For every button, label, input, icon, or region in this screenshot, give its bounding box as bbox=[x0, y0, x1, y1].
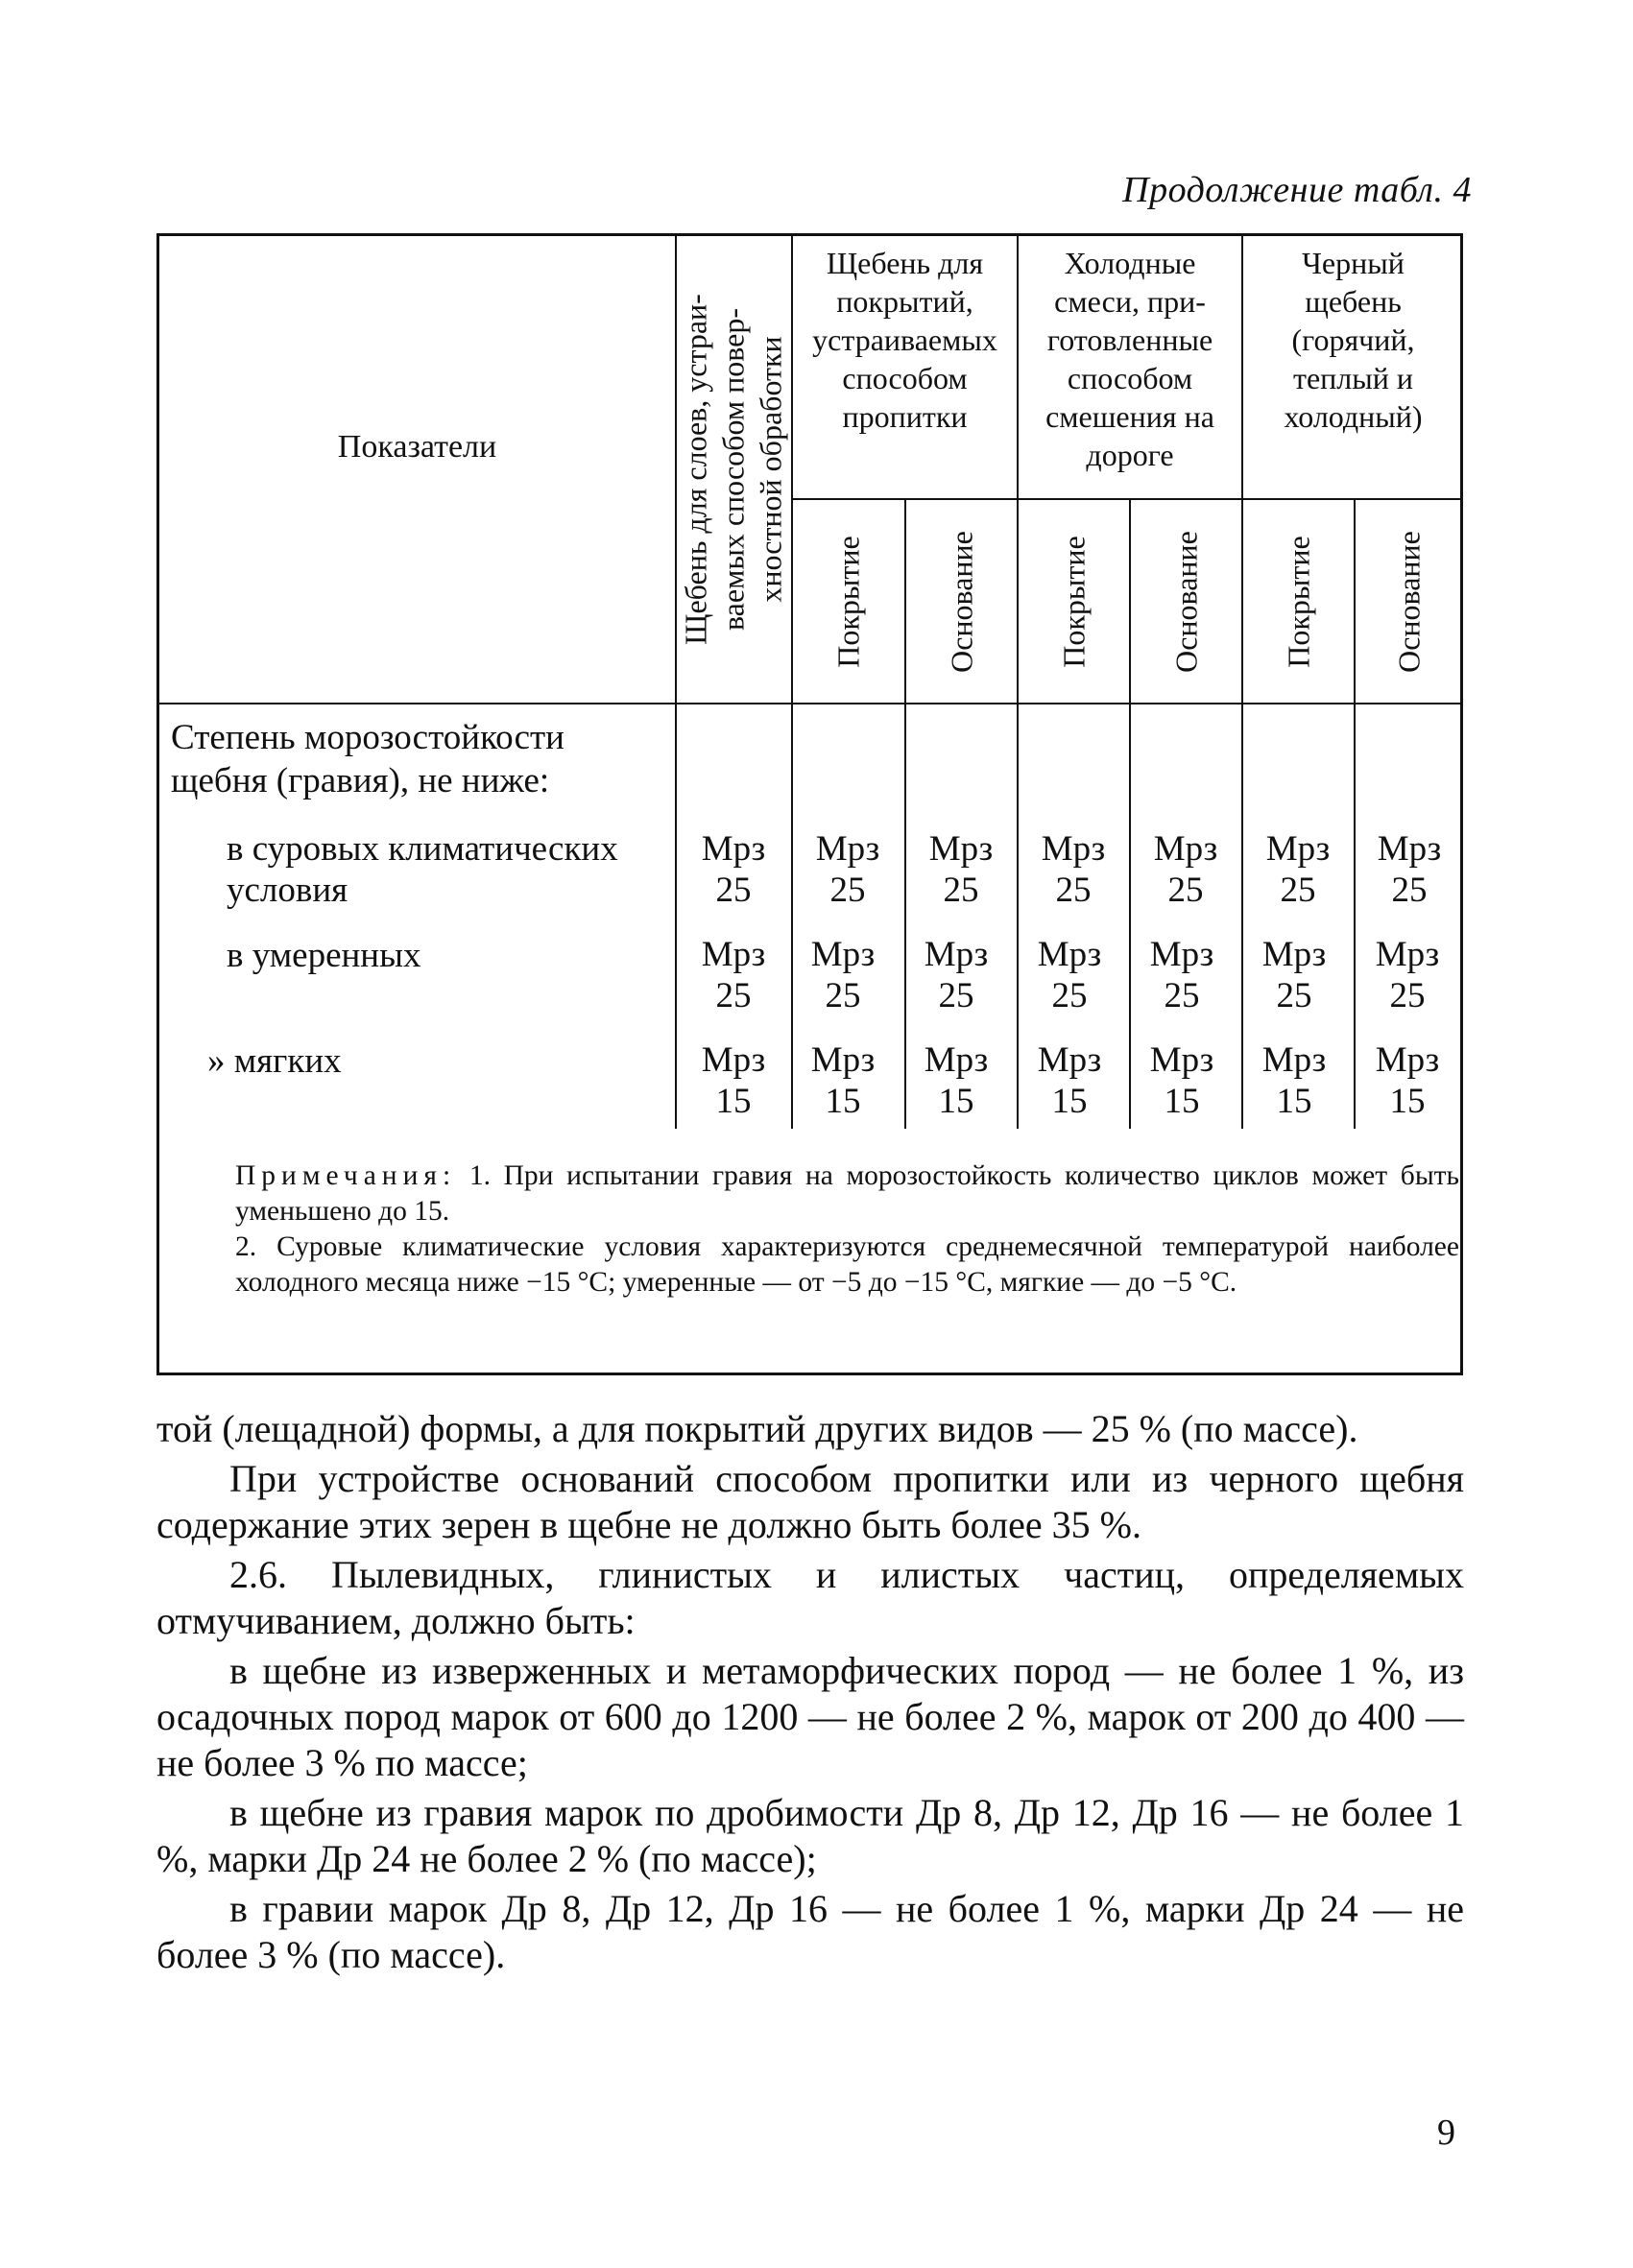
header-line: устраиваемых bbox=[812, 322, 997, 357]
group-impregnation-header bbox=[793, 244, 1017, 436]
paragraph: в щебне из изверженных и метаморфических пород — не более 1 %, из осадочных пород марок от 600 до 1200 — не более 2 %, марок от 200 до 400 — не более 3 % по массе; bbox=[156, 1649, 1464, 1784]
paragraph: той (лещадной) формы, а для покрытий других видов — 25 % (по массе). bbox=[156, 1407, 1358, 1450]
header-line: ваемых способом повер- bbox=[715, 308, 750, 632]
subheader-base-1: Основание bbox=[944, 530, 978, 673]
value-cell: Мрз 25 bbox=[924, 935, 989, 1015]
notes-prefix: Примечания: bbox=[235, 1160, 457, 1191]
value-cell: Мрз 25 bbox=[1041, 829, 1106, 910]
header-line: холодный) bbox=[1284, 399, 1423, 434]
section-label-line: щебня (гравия), не ниже: bbox=[171, 761, 550, 800]
header-line: (горячий, bbox=[1291, 322, 1415, 357]
paragraph: в гравии марок Др 8, Др 12, Др 16 — не более 1 %, марки Др 24 — не более 3 % (по массе). bbox=[156, 1887, 1464, 1976]
value-cell: Мрз 25 bbox=[1153, 829, 1218, 910]
header-line: способом bbox=[1067, 361, 1193, 395]
indicator-header: Показатели bbox=[337, 429, 497, 465]
header-line: покрытий, bbox=[836, 284, 973, 319]
subheader-coating-3: Покрытие bbox=[1281, 535, 1315, 668]
header-line: смешения на bbox=[1045, 399, 1214, 434]
value-cell: Мрз 15 bbox=[810, 1040, 876, 1121]
header-line: хностной обработки bbox=[753, 336, 787, 603]
value-cell: Мрз 25 bbox=[1261, 935, 1327, 1015]
value-cell: Мрз 25 bbox=[701, 829, 766, 910]
paragraph: При устройстве оснований способом пропитки или из черного щебня содержание этих зерен в щебне не должно быть более 35 %. bbox=[156, 1457, 1464, 1546]
header-line: дороге bbox=[1086, 438, 1174, 472]
note-2: 2. Суровые климатические условия характеризуются среднемесячной температурой наиболее холодного месяца ниже −15 °С; умеренные — от −5 до −15 °С, мягкие — до −5 °С. bbox=[235, 1231, 1459, 1298]
value-cell: Мрз 25 bbox=[810, 935, 876, 1015]
header-line: Холодные bbox=[1064, 246, 1196, 280]
subheader-coating-1: Покрытие bbox=[830, 535, 866, 668]
subheader-base-2: Основание bbox=[1168, 530, 1203, 673]
page-number: 9 bbox=[1437, 2113, 1455, 2153]
value-cell: Мрз 25 bbox=[1037, 935, 1102, 1015]
group-black-crushed-stone-header bbox=[1243, 244, 1463, 436]
header-line: щебень bbox=[1305, 284, 1402, 319]
table-notes bbox=[168, 1158, 1459, 1301]
value-cell: Мрз 25 bbox=[701, 935, 766, 1015]
value-cell: Мрз 15 bbox=[924, 1040, 989, 1121]
table-line bbox=[159, 703, 1463, 704]
paragraph: 2.6. Пылевидных, глинистых и илистых частиц, определяемых отмучиванием, должно быть: bbox=[156, 1553, 1464, 1642]
header-line: Щебень для слоев, устраи- bbox=[678, 294, 712, 645]
header-line: Черный bbox=[1302, 246, 1405, 280]
header-line: готовленные bbox=[1046, 322, 1213, 357]
value-cell: Мрз 25 bbox=[928, 829, 994, 910]
value-cell: Мрз 25 bbox=[1149, 935, 1214, 1015]
value-cell: Мрз 25 bbox=[1377, 829, 1442, 910]
note-1-text: 1. При испытании гравия на морозостойкость количество циклов может быть уменьшено до 15. bbox=[235, 1160, 1459, 1227]
value-cell: Мрз 15 bbox=[1261, 1040, 1327, 1121]
subheader-coating-2: Покрытие bbox=[1056, 535, 1091, 668]
row-label-line: условия bbox=[227, 871, 348, 910]
value-cell: Мрз 25 bbox=[1265, 829, 1331, 910]
body-text bbox=[156, 1406, 1464, 1982]
col-surface-treatment-header bbox=[677, 238, 789, 701]
value-cell: Мрз 25 bbox=[1375, 935, 1440, 1015]
subheader-base-3: Основание bbox=[1391, 530, 1427, 673]
table-caption: Продолжение табл. 4 bbox=[1122, 170, 1472, 210]
value-cell: Мрз 15 bbox=[1037, 1040, 1102, 1121]
row-label-mild: » мягких bbox=[207, 1041, 342, 1081]
paragraph: в щебне из гравия марок по дробимости Др 8, Др 12, Др 16 — не более 1 %, марки Др 24 не более 2 % (по массе); bbox=[156, 1791, 1464, 1880]
table-line bbox=[675, 703, 677, 1129]
row-label-line: в суровых климатических bbox=[227, 829, 618, 869]
row-label-moderate: в умеренных bbox=[227, 936, 421, 975]
header-line: теплый и bbox=[1292, 361, 1414, 395]
row-label-severe bbox=[227, 828, 618, 911]
header-line: пропитки bbox=[842, 399, 968, 434]
note-1 bbox=[168, 1158, 1459, 1229]
section-label bbox=[171, 716, 564, 802]
value-cell: Мрз 15 bbox=[1375, 1040, 1440, 1121]
value-cell: Мрз 25 bbox=[815, 829, 880, 910]
value-cell: Мрз 15 bbox=[701, 1040, 766, 1121]
header-line: способом bbox=[842, 361, 968, 395]
section-label-line: Степень морозостойкости bbox=[171, 718, 564, 757]
header-line: Щебень для bbox=[826, 246, 984, 280]
header-line: смеси, при- bbox=[1054, 284, 1206, 319]
value-cell: Мрз 15 bbox=[1149, 1040, 1214, 1121]
group-cold-mix-header bbox=[1019, 244, 1241, 474]
